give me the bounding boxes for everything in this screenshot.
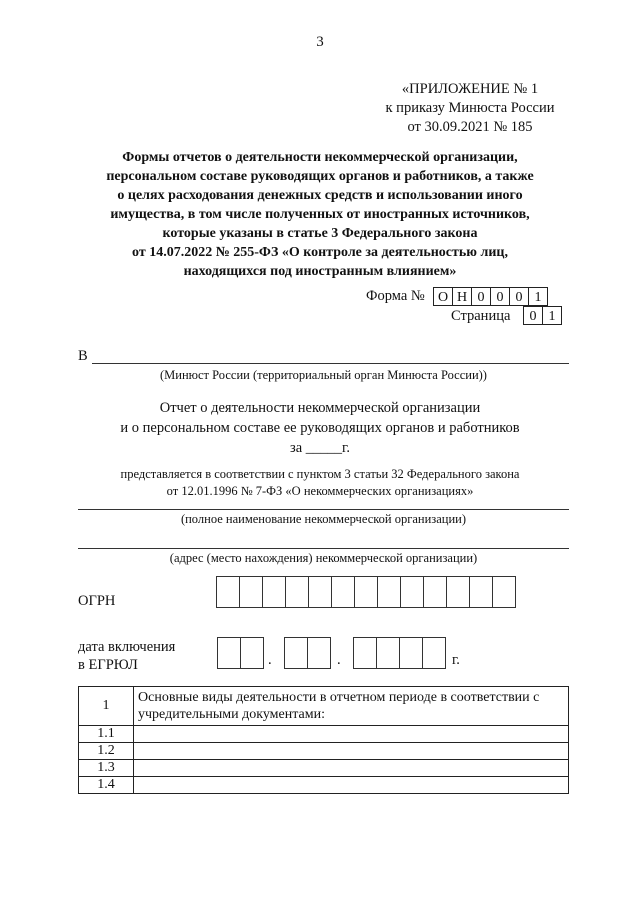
ogrn-digit-box[interactable]: [446, 576, 470, 608]
egrul-month-box[interactable]: [307, 637, 331, 669]
address-line[interactable]: [78, 548, 569, 549]
egrul-year-box[interactable]: [376, 637, 400, 669]
ogrn-boxes[interactable]: [217, 576, 516, 608]
title-line: имущества, в том числе полученных от иностранных источников,: [110, 207, 530, 222]
appendix-header: [380, 80, 560, 137]
basis-line-1: представляется в соответствии с пунктом 3 статьи 32 Федерального закона: [120, 467, 520, 481]
table-row[interactable]: [79, 743, 569, 760]
activity-cell[interactable]: [134, 760, 569, 777]
form-code-cell: Н: [452, 287, 472, 306]
org-name-caption: (полное наименование некоммерческой организации): [180, 512, 467, 526]
activity-cell[interactable]: [134, 743, 569, 760]
activity-cell[interactable]: [134, 777, 569, 794]
form-code-cell: 0: [471, 287, 491, 306]
report-title-line-2: и о персональном составе ее руководящих органов и работников: [120, 420, 520, 436]
activity-cell[interactable]: [134, 726, 569, 743]
egrul-month-box[interactable]: [284, 637, 308, 669]
page-code-cells: [524, 306, 562, 325]
table-row[interactable]: [79, 777, 569, 794]
title-line: персональном составе руководящих органов и работников, а также: [106, 169, 534, 184]
egrul-label-line-1: дата включения: [78, 639, 176, 655]
form-code-cell: 0: [490, 287, 510, 306]
form-code-cells: [434, 287, 548, 306]
org-name-line[interactable]: [78, 509, 569, 510]
egrul-date-separator: .: [337, 652, 341, 668]
table-row[interactable]: [79, 760, 569, 777]
title-line: Формы отчетов о деятельности некоммерческой организации,: [122, 150, 518, 165]
ogrn-digit-box[interactable]: [377, 576, 401, 608]
ogrn-digit-box[interactable]: [285, 576, 309, 608]
report-title-line-1: Отчет о деятельности некоммерческой организации: [159, 400, 481, 416]
address-caption: (адрес (место нахождения) некоммерческой организации): [169, 551, 478, 565]
title-line: о целях расходования денежных средств и использовании иного: [117, 188, 523, 203]
row-number: 1.3: [79, 760, 134, 777]
egrul-year-box[interactable]: [353, 637, 377, 669]
page-label: Страница: [451, 308, 511, 324]
ogrn-digit-box[interactable]: [308, 576, 332, 608]
egrul-date-separator: .: [268, 652, 272, 668]
document-title: [80, 148, 560, 281]
egrul-year-box[interactable]: [399, 637, 423, 669]
row-number: 1.4: [79, 777, 134, 794]
egrul-day-box[interactable]: [240, 637, 264, 669]
appendix-line-1: «ПРИЛОЖЕНИЕ № 1: [401, 81, 539, 97]
egrul-day-box[interactable]: [217, 637, 241, 669]
ogrn-digit-box[interactable]: [469, 576, 493, 608]
activities-table: [78, 686, 569, 794]
title-line: находящихся под иностранным влиянием»: [183, 264, 457, 279]
egrul-year-boxes[interactable]: [354, 637, 446, 669]
appendix-line-2: к приказу Минюста России: [385, 100, 555, 116]
egrul-year-box[interactable]: [422, 637, 446, 669]
recipient-line[interactable]: [92, 363, 569, 364]
row-number: 1.1: [79, 726, 134, 743]
egrul-year-suffix: г.: [452, 652, 460, 668]
egrul-day-boxes[interactable]: [218, 637, 264, 669]
ogrn-digit-box[interactable]: [262, 576, 286, 608]
ogrn-digit-box[interactable]: [239, 576, 263, 608]
ogrn-digit-box[interactable]: [492, 576, 516, 608]
form-code-cell: 0: [509, 287, 529, 306]
report-period: за _____г.: [290, 440, 350, 456]
egrul-month-boxes[interactable]: [285, 637, 331, 669]
ogrn-digit-box[interactable]: [331, 576, 355, 608]
ogrn-digit-box[interactable]: [400, 576, 424, 608]
ogrn-digit-box[interactable]: [216, 576, 240, 608]
form-number-label: Форма №: [366, 288, 425, 304]
table-row[interactable]: [79, 726, 569, 743]
recipient-caption: (Минюст России (территориальный орган Минюста России)): [160, 368, 487, 382]
section-number: 1: [79, 687, 134, 726]
page-number: 3: [316, 34, 324, 50]
title-line: от 14.07.2022 № 255-ФЗ «О контроле за деятельностью лиц,: [132, 245, 508, 260]
ogrn-digit-box[interactable]: [354, 576, 378, 608]
title-line: которые указаны в статье 3 Федерального закона: [162, 226, 478, 241]
basis-line-2: от 12.01.1996 № 7-ФЗ «О некоммерческих организациях»: [166, 484, 474, 498]
recipient-prefix: В: [78, 348, 88, 364]
table-row: [79, 687, 569, 726]
section-title: Основные виды деятельности в отчетном периоде в соответствии с учредительными документами:: [134, 687, 569, 726]
appendix-line-3: от 30.09.2021 № 185: [407, 119, 533, 135]
egrul-label-line-2: в ЕГРЮЛ: [78, 657, 138, 673]
ogrn-label: ОГРН: [78, 593, 116, 609]
ogrn-digit-box[interactable]: [423, 576, 447, 608]
row-number: 1.2: [79, 743, 134, 760]
page-code-cell: 0: [523, 306, 543, 325]
page-code-cell: 1: [542, 306, 562, 325]
form-code-cell: 1: [528, 287, 548, 306]
form-code-cell: О: [433, 287, 453, 306]
